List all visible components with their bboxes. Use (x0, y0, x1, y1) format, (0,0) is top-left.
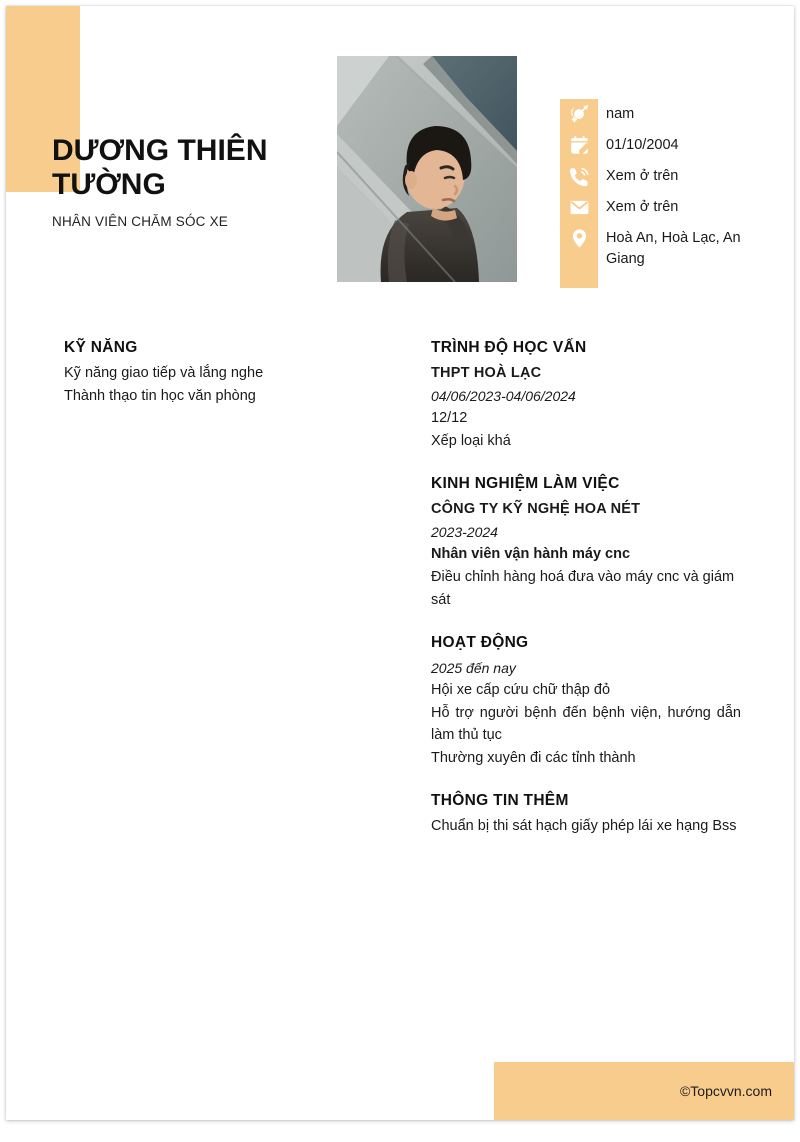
contact-item-email (560, 192, 756, 223)
section-skills (64, 339, 394, 408)
contact-value-phone: Xem ở trên (606, 168, 679, 184)
section-education (431, 339, 741, 453)
email-icon (560, 192, 598, 223)
cv-page (6, 6, 794, 1120)
section-title-experience: KINH NGHIỆM LÀM VIỆC (431, 474, 620, 492)
right-column (431, 339, 741, 838)
activities-description: Hỗ trợ người bệnh đến bệnh viện, hướng dẫn làm thủ tục (431, 704, 741, 744)
contact-block (560, 99, 756, 271)
experience-description: Điều chỉnh hàng hoá đưa vào máy cnc và giám sát (431, 568, 735, 608)
name-block (52, 134, 342, 229)
contact-item-address (560, 223, 756, 271)
education-school: THPT HOÀ LẠC (431, 365, 542, 381)
calendar-icon (560, 130, 598, 161)
activities-period: 2025 đến nay (431, 659, 516, 676)
experience-position: Nhân viên vận hành máy cnc (431, 545, 631, 562)
contact-item-birthday (560, 130, 756, 161)
phone-icon (560, 161, 598, 192)
footer-accent-block (494, 1062, 794, 1120)
experience-period: 2023-2024 (431, 523, 498, 540)
activities-organization: Hội xe cấp cứu chữ thập đỏ (431, 681, 611, 698)
skill-item: Thành thạo tin học văn phòng (64, 387, 256, 404)
experience-company: CÔNG TY KỸ NGHỆ HOA NÉT (431, 500, 641, 517)
candidate-photo (337, 56, 517, 282)
left-column (64, 339, 394, 408)
contact-item-gender (560, 99, 756, 130)
section-additional-info (431, 792, 741, 838)
education-classification: Xếp loại khá (431, 432, 511, 449)
section-title-additional-info: THÔNG TIN THÊM (431, 792, 569, 810)
candidate-name: DƯƠNG THIÊN TƯỜNG (52, 134, 268, 201)
contact-value-birthday: 01/10/2004 (606, 137, 679, 153)
section-activities (431, 634, 741, 771)
activities-note: Thường xuyên đi các tỉnh thành (431, 750, 636, 767)
cv-header (6, 6, 794, 306)
contact-value-address: Hoà An, Hoà Lạc, An Giang (606, 230, 741, 268)
section-title-skills: KỸ NĂNG (64, 339, 138, 356)
candidate-job-title: NHÂN VIÊN CHĂM SÓC XE (52, 213, 228, 229)
gender-icon (560, 99, 598, 130)
section-title-education: TRÌNH ĐỘ HỌC VẤN (431, 339, 587, 356)
additional-description: Chuẩn bị thi sát hạch giấy phép lái xe hạng Bss (431, 818, 737, 835)
contact-value-email: Xem ở trên (606, 199, 679, 215)
contact-value-gender: nam (606, 106, 635, 122)
education-period: 04/06/2023-04/06/2024 (431, 387, 576, 404)
education-grade-level: 12/12 (431, 410, 468, 427)
footer-credit: ©Topcvvn.com (679, 1083, 772, 1099)
contact-item-phone (560, 161, 756, 192)
section-experience (431, 475, 741, 612)
skill-item: Kỹ năng giao tiếp và lắng nghe (64, 365, 264, 381)
location-icon (560, 223, 598, 254)
contact-list (560, 99, 756, 271)
section-title-activities: HOẠT ĐỘNG (431, 633, 529, 651)
